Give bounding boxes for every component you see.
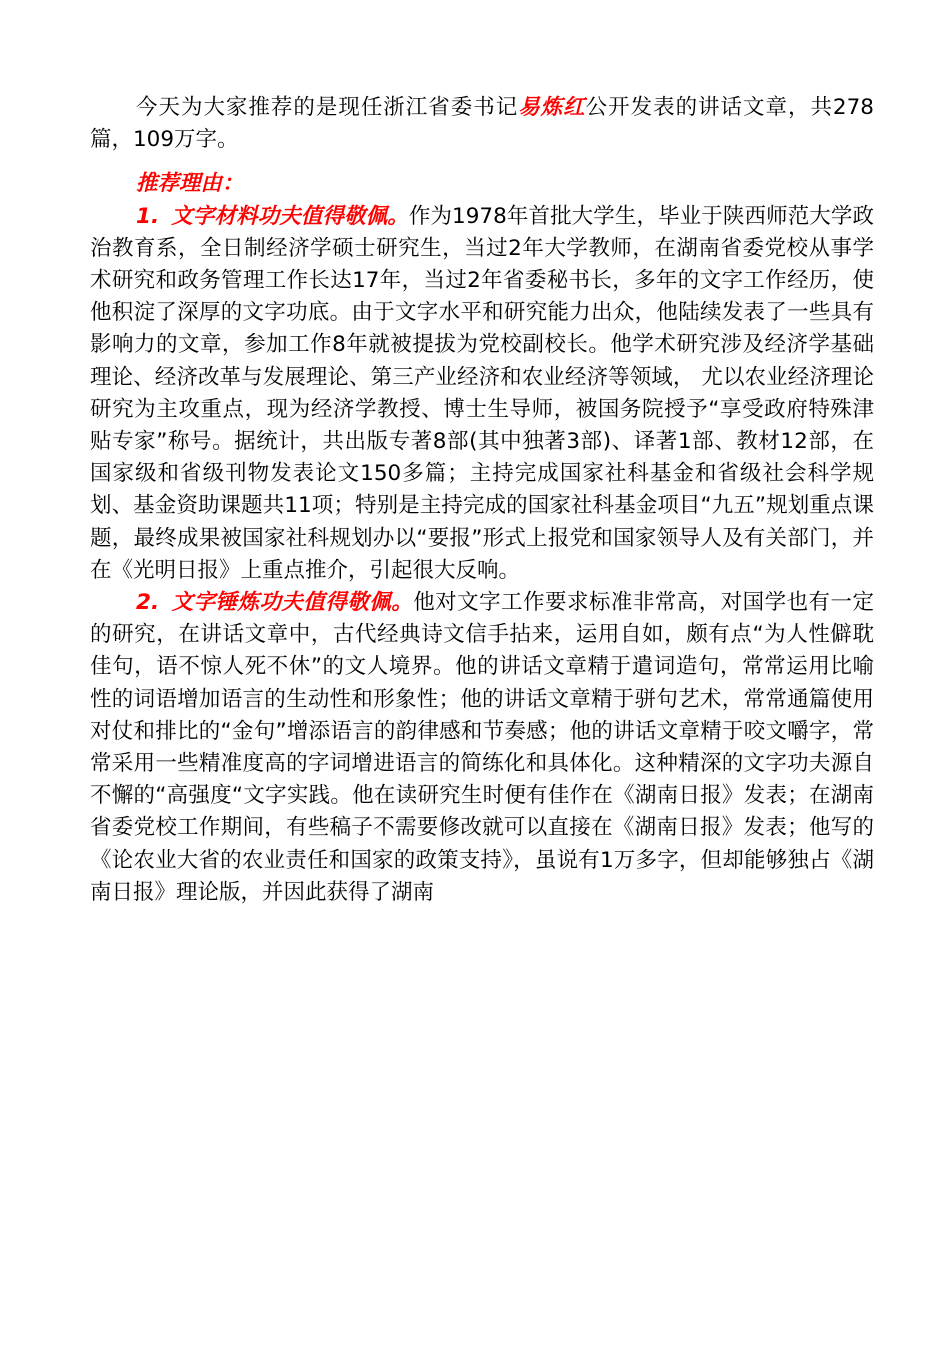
intro-paragraph xyxy=(90,92,874,156)
reason-1-number: 1. xyxy=(136,203,160,229)
reason-1-paragraph xyxy=(90,201,874,587)
intro-text-after: 公开发表的讲话文章，共278篇，109万字。 xyxy=(90,95,874,153)
reason-2-number: 2. xyxy=(136,590,160,616)
reasons-heading-line xyxy=(90,168,874,200)
intro-text-before: 今天为大家推荐的是现任浙江省委书记 xyxy=(136,95,519,120)
reason-2-body: 他对文字工作要求标准非常高，对国学也有一定的研究，在讲话文章中，古代经典诗文信手拈来，运用自如，颇有点“为人性僻耽佳句，语不惊人死不休”的文人境界。他的讲话文章精于遣词造句，常常运用比喻性的词语增加语言的生动性和形象性；他的讲话文章精于骈句艺术，常常通篇使用对仗和排比的“金句”增添语言的韵律感和节奏感；他的讲话文章精于咬文嚼字，常常采用一些精准度高的字词增进语言的简练化和具体化。这种精深的文字功夫源自不懈的“高强度“文字实践。他在读研究生时便有佳作在《湖南日报》发表；在湖南省委党校工作期间，有些稿子不需要修改就可以直接在《湖南日报》发表；他写的《论农业大省的农业责任和国家的政策支持》，虽说有1万多字，但却能够独占《湖南日报》理论版，并因此获得了湖南 xyxy=(90,590,874,905)
highlighted-name: 易炼红 xyxy=(518,95,586,120)
reasons-heading: 推荐理由： xyxy=(136,171,244,197)
reason-1-body: 作为1978年首批大学生，毕业于陕西师范大学政治教育系，全日制经济学硕士研究生，当过2年大学教师，在湖南省委党校从事学术研究和政务管理工作长达17年，当过2年省委秘书长，多年的文字工作经历，使他积淀了深厚的文字功底。由于文字水平和研究能力出众，他陆续发表了一些具有影响力的文章，参加工作8年就被提拔为党校副校长。他学术研究涉及经济学基础理论、经济改革与发展理论、第三产业经济和农业经济等领域， 尤以农业经济理论研究为主攻重点，现为经济学教授、博士生导师，被国务院授予“享受政府特殊津贴专家”称号。据统计，共出版专著8部(其中独著3部)、译著1部、教材12部，在国家级和省级刊物发表论文150多篇；主持完成国家社科基金和省级社会科学规划、基金资助课题共11项；特别是主持完成的国家社科基金项目“九五”规划重点课题，最终成果被国家社科规划办以“要报”形式上报党和国家领导人及有关部门，并在《光明日报》上重点推介，引起很大反响。 xyxy=(90,203,874,583)
document-page xyxy=(90,92,874,909)
reason-2-paragraph xyxy=(90,587,874,909)
reason-1-title: 文字材料功夫值得敬佩。 xyxy=(171,203,409,229)
reason-2-title: 文字锤炼功夫值得敬佩。 xyxy=(171,590,414,616)
